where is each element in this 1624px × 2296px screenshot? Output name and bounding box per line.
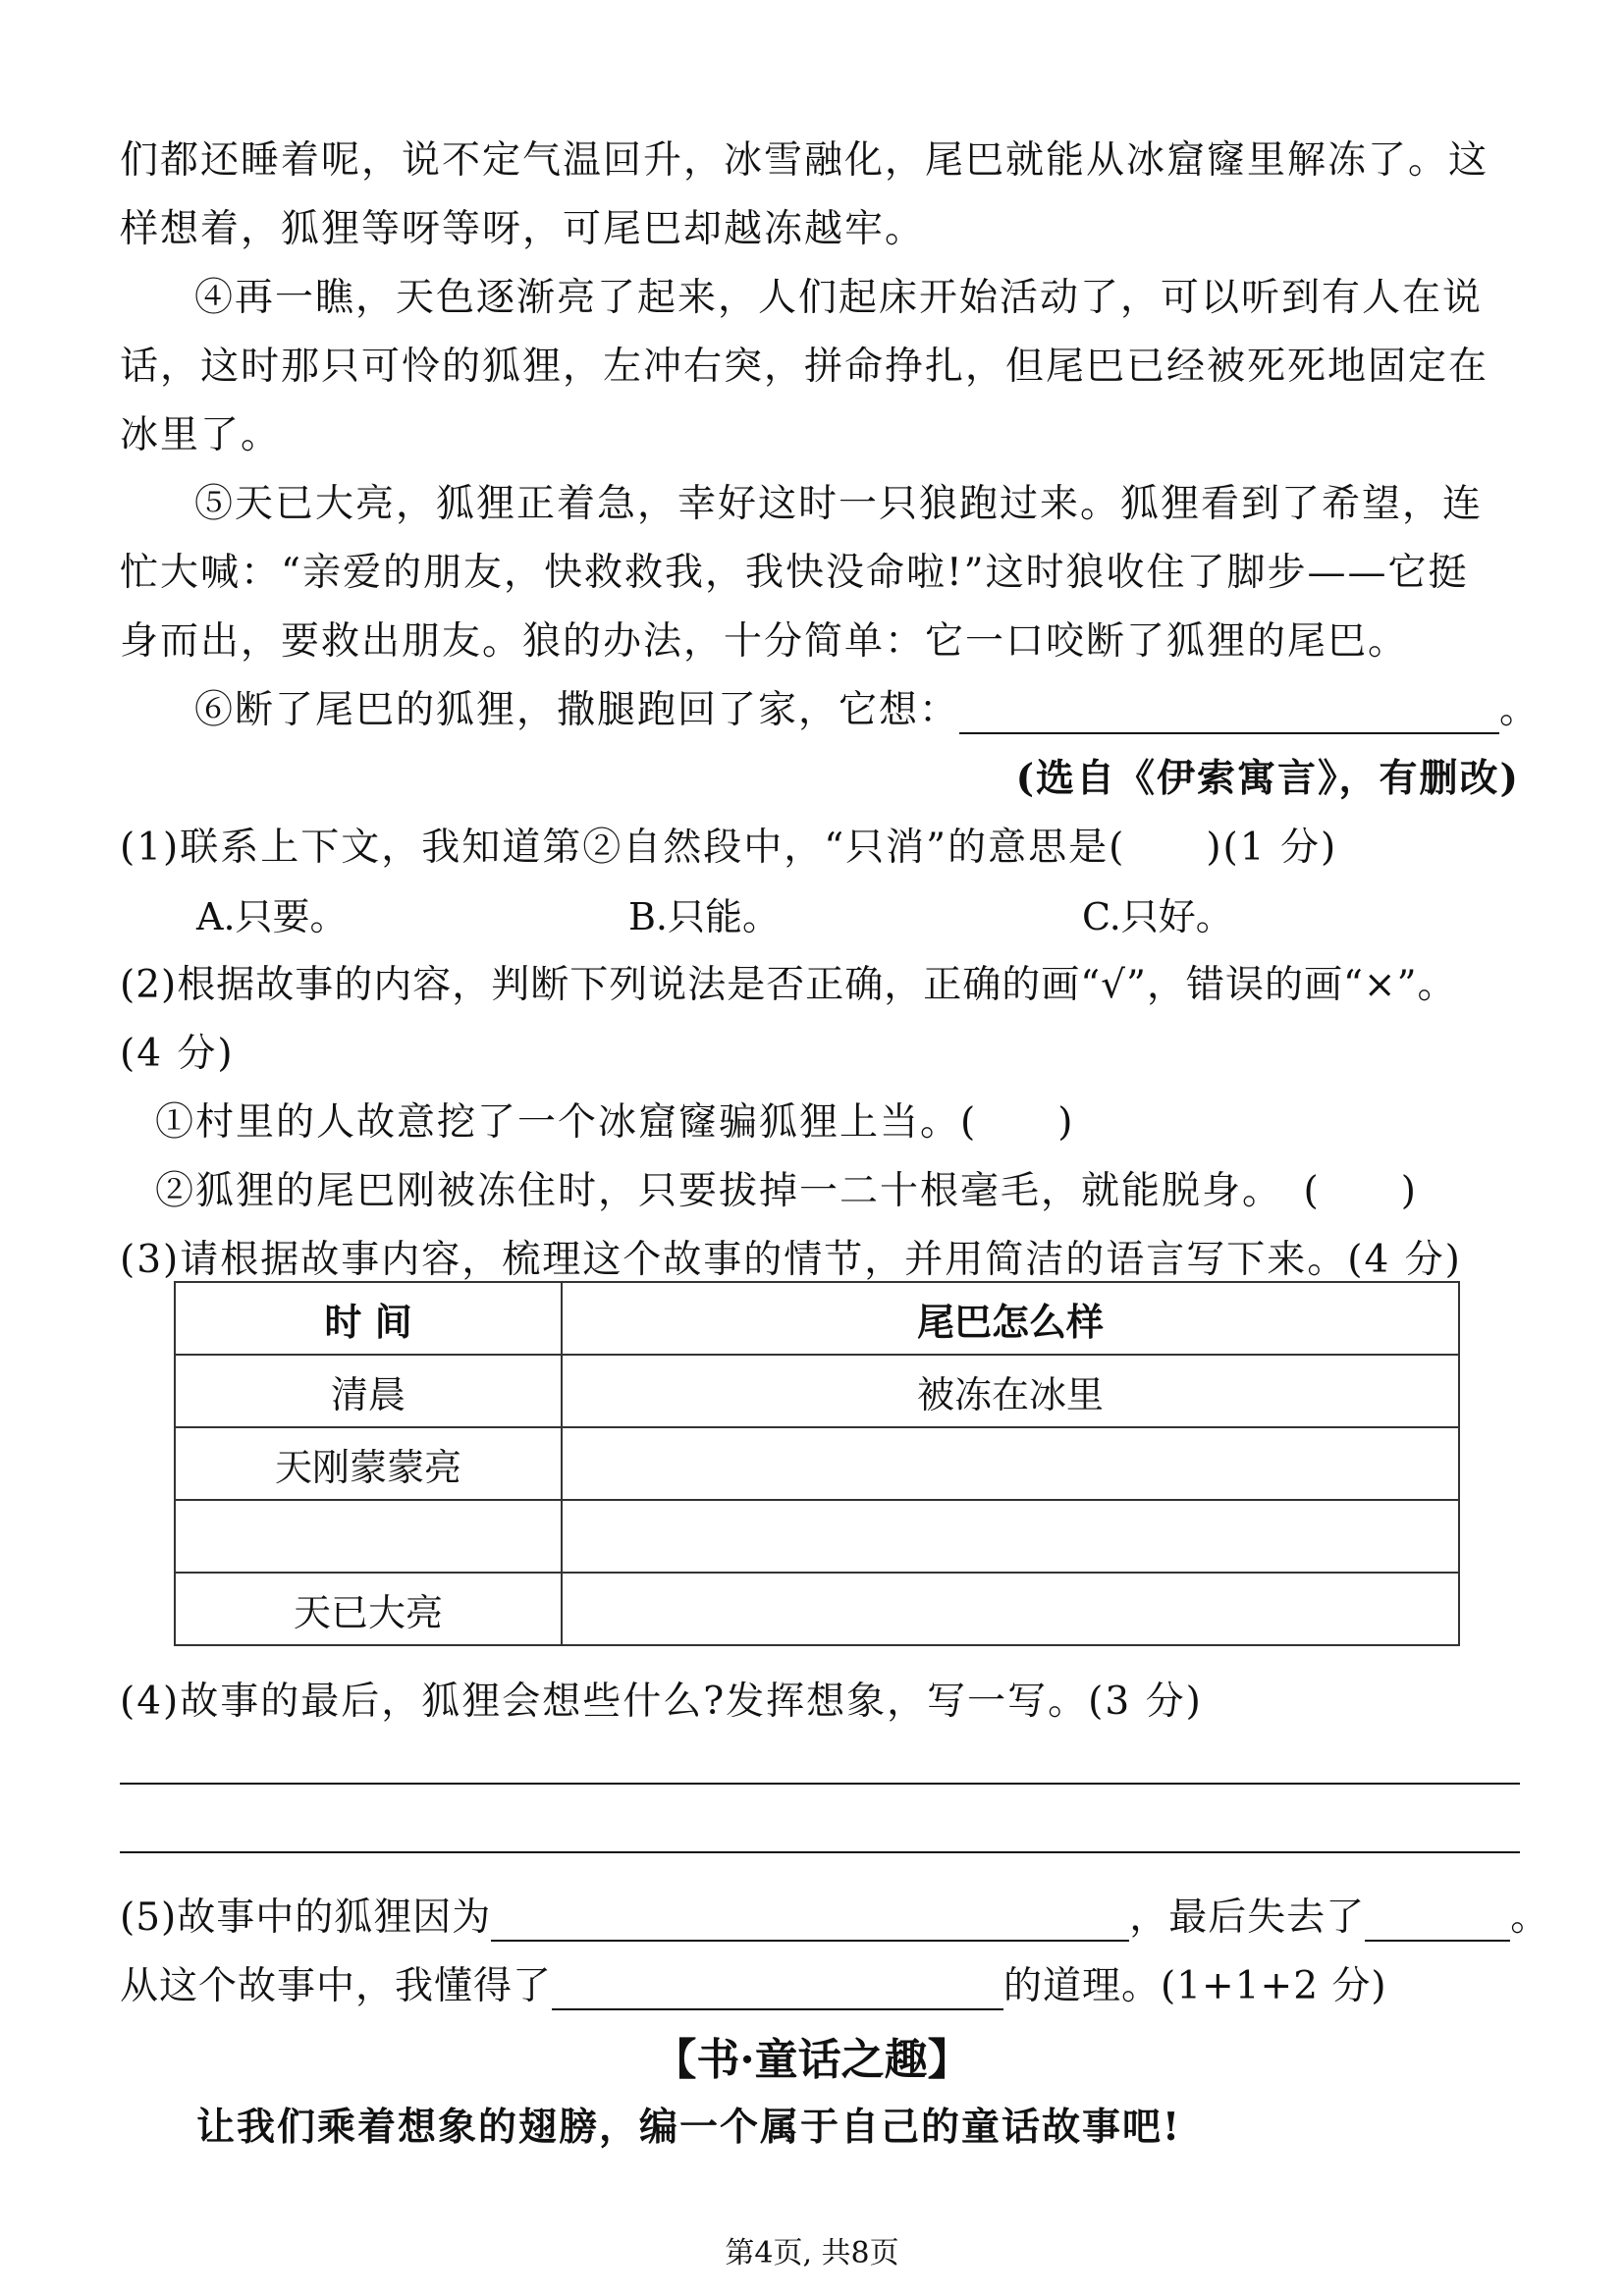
paragraph-5-line: 忙大喊：“亲爱的朋友，快救救我，我快没命啦!”这时狼收住了脚步——它挺 — [120, 551, 1469, 595]
answer-blank[interactable] — [1365, 1900, 1510, 1942]
passage-line: 们都还睡着呢，说不定气温回升，冰雪融化，尾巴就能从冰窟窿里解冻了。这 — [120, 138, 1489, 183]
table-row — [175, 1573, 1459, 1645]
question-5-text: 的道理。(1+1+2 分) — [1003, 1964, 1387, 2008]
question-5-line-1 — [120, 1887, 1549, 1942]
table-row — [175, 1500, 1459, 1573]
table-cell-time: 清晨 — [175, 1355, 562, 1427]
option-a[interactable]: A.只要。 — [196, 895, 348, 938]
question-2-stem: (2)根据故事的内容，判断下列说法是否正确，正确的画“√”，错误的画“×”。 — [120, 963, 1457, 1007]
table-row — [175, 1355, 1459, 1427]
paragraph-5-line: 身而出，要救出朋友。狼的办法，十分简单：它一口咬断了狐狸的尾巴。 — [120, 619, 1409, 664]
paragraph-4-line: 冰里了。 — [120, 413, 282, 457]
table-header-time: 时 间 — [175, 1282, 562, 1355]
question-5-text: ，最后失去了 — [1129, 1896, 1366, 1940]
option-b[interactable]: B.只能。 — [628, 895, 781, 938]
question-5-line-2 — [120, 1955, 1387, 2010]
option-c[interactable]: C.只好。 — [1082, 895, 1233, 938]
question-2-score: (4 分) — [120, 1032, 235, 1076]
table-cell-time: 天已大亮 — [175, 1573, 562, 1645]
answer-blank[interactable] — [959, 693, 1499, 734]
paragraph-6-text: ⑥断了尾巴的狐狸，撒腿跑回了家，它想： — [194, 688, 960, 732]
paragraph-4-line: 话，这时那只可怜的狐狸，左冲右突，拼命挣扎，但尾巴已经被死死地固定在 — [120, 345, 1489, 389]
question-2-item-1: ①村里的人故意挖了一个冰窟窿骗狐狸上当。( ) — [155, 1100, 1075, 1145]
answer-line[interactable] — [120, 1783, 1520, 1785]
answer-blank[interactable] — [491, 1900, 1129, 1942]
section-title: 【书·童话之趣】 — [653, 2035, 971, 2085]
passage-source: (选自《伊索寓言》，有删改) — [1015, 756, 1520, 801]
table-cell-tail-answer[interactable] — [562, 1427, 1459, 1500]
question-5-text: 。 — [1510, 1896, 1550, 1940]
table-header-tail: 尾巴怎么样 — [562, 1282, 1459, 1355]
paragraph-5-line: ⑤天已大亮，狐狸正着急，幸好这时一只狼跑过来。狐狸看到了希望，连 — [194, 482, 1484, 526]
table-cell-tail-answer[interactable] — [562, 1573, 1459, 1645]
table-row — [175, 1427, 1459, 1500]
paragraph-6 — [194, 679, 1540, 734]
table-cell-time: 天刚蒙蒙亮 — [175, 1427, 562, 1500]
table-cell-time-answer[interactable] — [175, 1500, 562, 1573]
answer-blank[interactable] — [552, 1969, 1003, 2010]
plot-table — [174, 1281, 1460, 1646]
question-5-text: 从这个故事中，我懂得了 — [120, 1964, 553, 2008]
question-3-stem: (3)请根据故事内容，梳理这个故事的情节，并用简洁的语言写下来。(4 分) — [120, 1238, 1462, 1282]
paragraph-6-end: 。 — [1499, 688, 1541, 732]
question-2-item-2: ②狐狸的尾巴刚被冻住时，只要拔掉一二十根毫毛，就能脱身。 ( ) — [155, 1169, 1418, 1213]
table-cell-tail-answer[interactable] — [562, 1500, 1459, 1573]
question-4-stem: (4)故事的最后，狐狸会想些什么?发挥想象，写一写。(3 分) — [120, 1680, 1203, 1724]
table-cell-tail: 被冻在冰里 — [562, 1355, 1459, 1427]
section-prompt: 让我们乘着想象的翅膀，编一个属于自己的童话故事吧! — [196, 2105, 1182, 2150]
question-5-text: (5)故事中的狐狸因为 — [120, 1896, 492, 1940]
question-1-stem: (1)联系上下文，我知道第②自然段中，“只消”的意思是( )(1 分) — [120, 826, 1338, 870]
paragraph-4-line: ④再一瞧，天色逐渐亮了起来，人们起床开始活动了，可以听到有人在说 — [194, 276, 1484, 320]
page-number: 第4页, 共8页 — [725, 2236, 899, 2270]
table-header-row — [175, 1282, 1459, 1355]
answer-line[interactable] — [120, 1851, 1520, 1853]
passage-line: 样想着，狐狸等呀等呀，可尾巴却越冻越牢。 — [120, 207, 926, 251]
